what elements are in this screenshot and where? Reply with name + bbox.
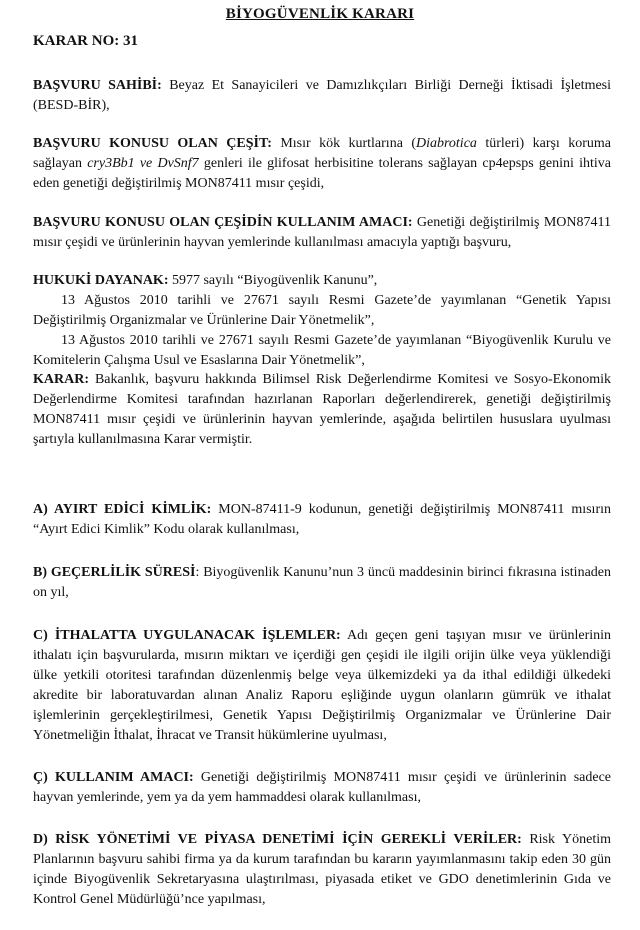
subject-variety-italic-1: Diabrotica (415, 136, 477, 151)
decision-label: KARAR: (33, 372, 89, 387)
subject-variety-text-1: Mısır kök kurtlarına ( (271, 136, 416, 151)
import-text: Adı geçen geni taşıyan mısır ve ürünlerinin ithalatı için başvurularda, mısırın miktarı ve içerdiği gen çeşidi ile ilgili orijin ülke veya yüklendiği ülke yetkili otoritesi tarafından düzenlenmiş belge veya ülkemizdeki ya da ithal edildiği ülkedeki akredite bir laboratuvardan alınan Analiz Raporu eşliğinde uygun olanların gümrük ve ithalat işlemlerinin gerçekleştirilmesi, Genetik Yapısı Değiştirilmiş Organizmalar ve Ürünlerine Dair Yönetmeliğin İthalat, İhracat ve Transit hükümlerine uyulması, (33, 628, 612, 743)
usage-purpose-text: Genetiği değiştirilmiş MON87411 mısır çeşidi ve ürünlerinin hayvan yemlerinde kullanılması amacıyla yaptığı başvuru, (33, 215, 611, 250)
applicant-text: Beyaz Et Sanayicileri ve Damızlıkçıları Birliği Derneği İktisadi İşletmesi (BESD-BİR), (33, 78, 612, 113)
section-d-risk (33, 830, 611, 910)
legal-basis-para-3: 13 Ağustos 2010 tarihli ve 27671 sayılı Resmi Gazete’de yayımlanan “Biyogüvenlik Kurulu ve Komitelerin Çalışma Usul ve Esaslarına Dair Yönetmelik”, (33, 333, 611, 368)
subject-variety-text-2: türleri) karşı koruma sağlayan (33, 136, 611, 171)
legal-basis-label: HUKUKİ DAYANAK: (33, 273, 169, 288)
section-b-validity (33, 563, 611, 603)
decision-number: KARAR NO: 31 (33, 33, 138, 49)
identifier-label: A) AYIRT EDİCİ KİMLİK: (33, 502, 212, 517)
applicant-label: BAŞVURU SAHİBİ: (33, 78, 162, 93)
section-subject-variety (33, 134, 611, 194)
section-cc-usage (33, 768, 611, 808)
section-decision (33, 370, 611, 450)
validity-label: B) GEÇERLİLİK SÜRESİ (33, 565, 196, 580)
subject-variety-label: BAŞVURU KONUSU OLAN ÇEŞİT: (33, 136, 272, 151)
section-c-import (33, 626, 611, 746)
section-legal-basis (33, 271, 611, 371)
document-title: BİYOGÜVENLİK KARARI (225, 6, 415, 22)
subject-variety-text-3: genleri ile glifosat herbisitine tolerans sağlayan cp4epsps genini ihtiva eden genetiği değiştirilmiş MON87411 mısır çeşidi, (33, 156, 611, 191)
identifier-text: MON-87411-9 kodunun, genetiği değiştirilmiş MON87411 mısırın “Ayırt Edici Kimlik” Kodu olarak kullanılması, (33, 502, 611, 537)
validity-text: : Biyogüvenlik Kanunu’nun 3 üncü maddesinin birinci fıkrasına istinaden on yıl, (33, 565, 611, 600)
risk-label: D) RİSK YÖNETİMİ VE PİYASA DENETİMİ İÇİN GEREKLİ VERİLER: (33, 832, 522, 847)
section-usage-purpose (33, 213, 611, 253)
legal-basis-para-2: 13 Ağustos 2010 tarihli ve 27671 sayılı Resmi Gazete’de yayımlanan “Genetik Yapısı Değiştirilmiş Organizmalar ve Ürünlerine Dair Yönetmelik”, (33, 293, 611, 328)
section-a-identifier (33, 500, 611, 540)
usage-label: Ç) KULLANIM AMACI: (33, 770, 194, 785)
import-label: C) İTHALATTA UYGULANACAK İŞLEMLER: (33, 628, 341, 643)
usage-text: Genetiği değiştirilmiş MON87411 mısır çeşidi ve ürünlerinin sadece hayvan yemlerinde, yem ya da yem hammaddesi olarak kullanılması, (33, 770, 611, 805)
usage-purpose-label: BAŞVURU KONUSU OLAN ÇEŞİDİN KULLANIM AMACI: (33, 215, 413, 230)
decision-text: Bakanlık, başvuru hakkında Bilimsel Risk Değerlendirme Komitesi ve Sosyo-Ekonomik Değerlendirme Komitesi tarafından hazırlanan Raporları değerlendirerek, genetiği değiştirilmiş MON87411 mısır çeşidi ve ürünlerinin hayvan yemlerinde, aşağıda belirtilen hususlara uyulması şartıyla kullanılmasına Karar vermiştir. (33, 372, 611, 447)
section-applicant (33, 76, 611, 116)
legal-basis-line-1: 5977 sayılı “Biyogüvenlik Kanunu”, (168, 273, 378, 288)
risk-text: Risk Yönetim Planlarının başvuru sahibi firma ya da kurum tarafından bu kararın yayımlanmasını takip eden 30 gün içinde Biyogüvenlik Sekretaryasına ulaştırılması, piyasada etiket ve GDO denetimlerinin Gıda ve Kontrol Genel Müdürlüğü’nce yapılması, (33, 832, 611, 907)
subject-variety-italic-2: cry3Bb1 ve DvSnf7 (87, 156, 199, 171)
